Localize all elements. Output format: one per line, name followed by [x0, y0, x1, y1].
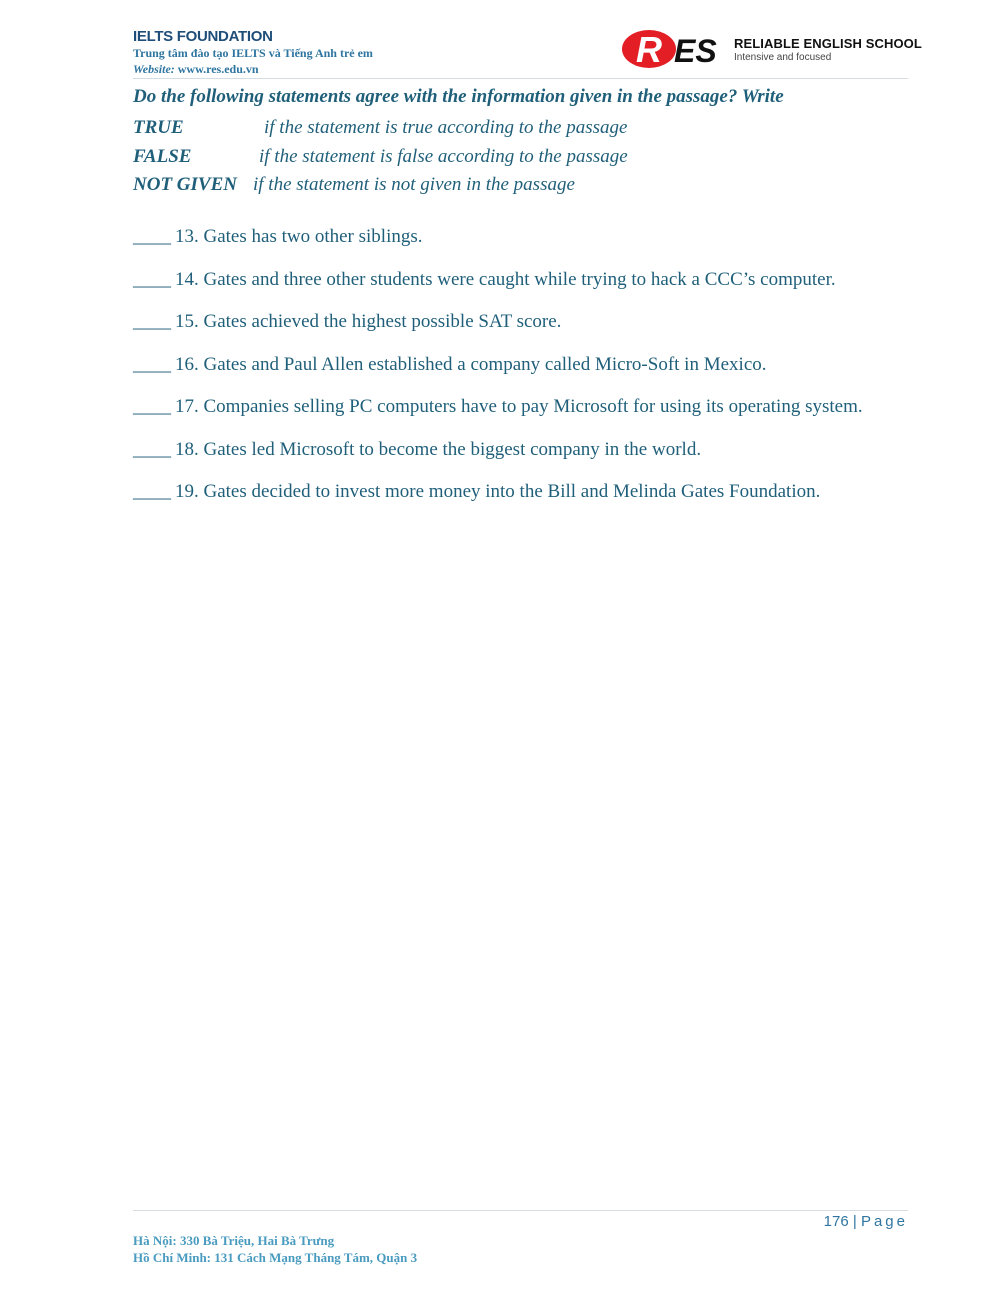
page-label: Page: [860, 1213, 908, 1230]
header-website: [133, 62, 373, 77]
legend-desc: if the statement is not given in the passage: [253, 174, 575, 196]
header-subtitle: Trung tâm đào tạo IELTS và Tiếng Anh trẻ em: [133, 46, 373, 60]
website-url: www.res.edu.vn: [177, 62, 259, 76]
question-18: [133, 439, 863, 482]
question-text: 15. Gates achieved the highest possible SAT score.: [175, 311, 562, 332]
question-text: 14. Gates and three other students were caught while trying to hack a CCC’s computer.: [175, 268, 836, 290]
instructions-heading: Do the following statements agree with the information given in the passage? Write: [133, 86, 784, 107]
page-number-value: 176: [823, 1213, 849, 1230]
legend-desc: if the statement is true according to the passage: [264, 117, 628, 139]
legend-key: NOT GIVEN: [133, 174, 237, 196]
website-label: Website:: [133, 62, 175, 76]
answer-blank[interactable]: ____: [133, 311, 171, 332]
header-divider: [133, 78, 908, 79]
footer-addresses: [133, 1232, 417, 1266]
address-hanoi: Hà Nội: 330 Bà Triệu, Hai Bà Trưng: [133, 1233, 335, 1248]
question-15: [133, 311, 863, 354]
footer-divider: [133, 1210, 908, 1211]
answer-blank[interactable]: ____: [133, 353, 171, 375]
answer-blank[interactable]: ____: [133, 438, 171, 460]
address-hcm: Hồ Chí Minh: 131 Cách Mạng Tháng Tám, Quận 3: [133, 1250, 418, 1265]
question-text: 13. Gates has two other siblings.: [175, 226, 423, 247]
answer-blank[interactable]: ____: [133, 268, 171, 290]
instructions: [133, 86, 784, 200]
question-17: [133, 396, 863, 439]
logo-text: [734, 36, 922, 63]
res-logo: [620, 28, 922, 70]
logo-school-name: RELIABLE ENGLISH SCHOOL: [734, 35, 922, 51]
legend-not-given: [133, 171, 784, 200]
page-separator: |: [852, 1213, 857, 1230]
question-text: 16. Gates and Paul Allen established a company called Micro-Soft in Mexico.: [175, 353, 767, 375]
logo-letter-r: R: [636, 29, 662, 70]
question-list: [133, 226, 863, 524]
legend-desc: if the statement is false according to the passage: [259, 145, 628, 167]
legend-key: FALSE: [133, 145, 192, 167]
page-number: [824, 1213, 908, 1230]
legend-true: [133, 114, 784, 143]
logo-tagline: Intensive and focused: [734, 51, 832, 63]
logo-letters-es: ES: [674, 33, 717, 69]
question-19: [133, 481, 863, 524]
answer-blank[interactable]: ____: [133, 226, 171, 247]
question-16: [133, 354, 863, 397]
res-logo-mark: [620, 28, 732, 70]
legend-false: [133, 143, 784, 172]
question-text: 19. Gates decided to invest more money into the Bill and Melinda Gates Foundation.: [175, 481, 821, 502]
header-left: [133, 28, 373, 77]
header-title: IELTS FOUNDATION: [133, 28, 273, 45]
question-14: [133, 269, 863, 312]
legend-key: TRUE: [133, 117, 184, 139]
answer-blank[interactable]: ____: [133, 481, 171, 502]
question-text: 17. Companies selling PC computers have to pay Microsoft for using its operating system.: [175, 396, 863, 417]
answer-blank[interactable]: ____: [133, 396, 171, 417]
question-text: 18. Gates led Microsoft to become the biggest company in the world.: [175, 438, 702, 460]
question-13: [133, 226, 863, 269]
